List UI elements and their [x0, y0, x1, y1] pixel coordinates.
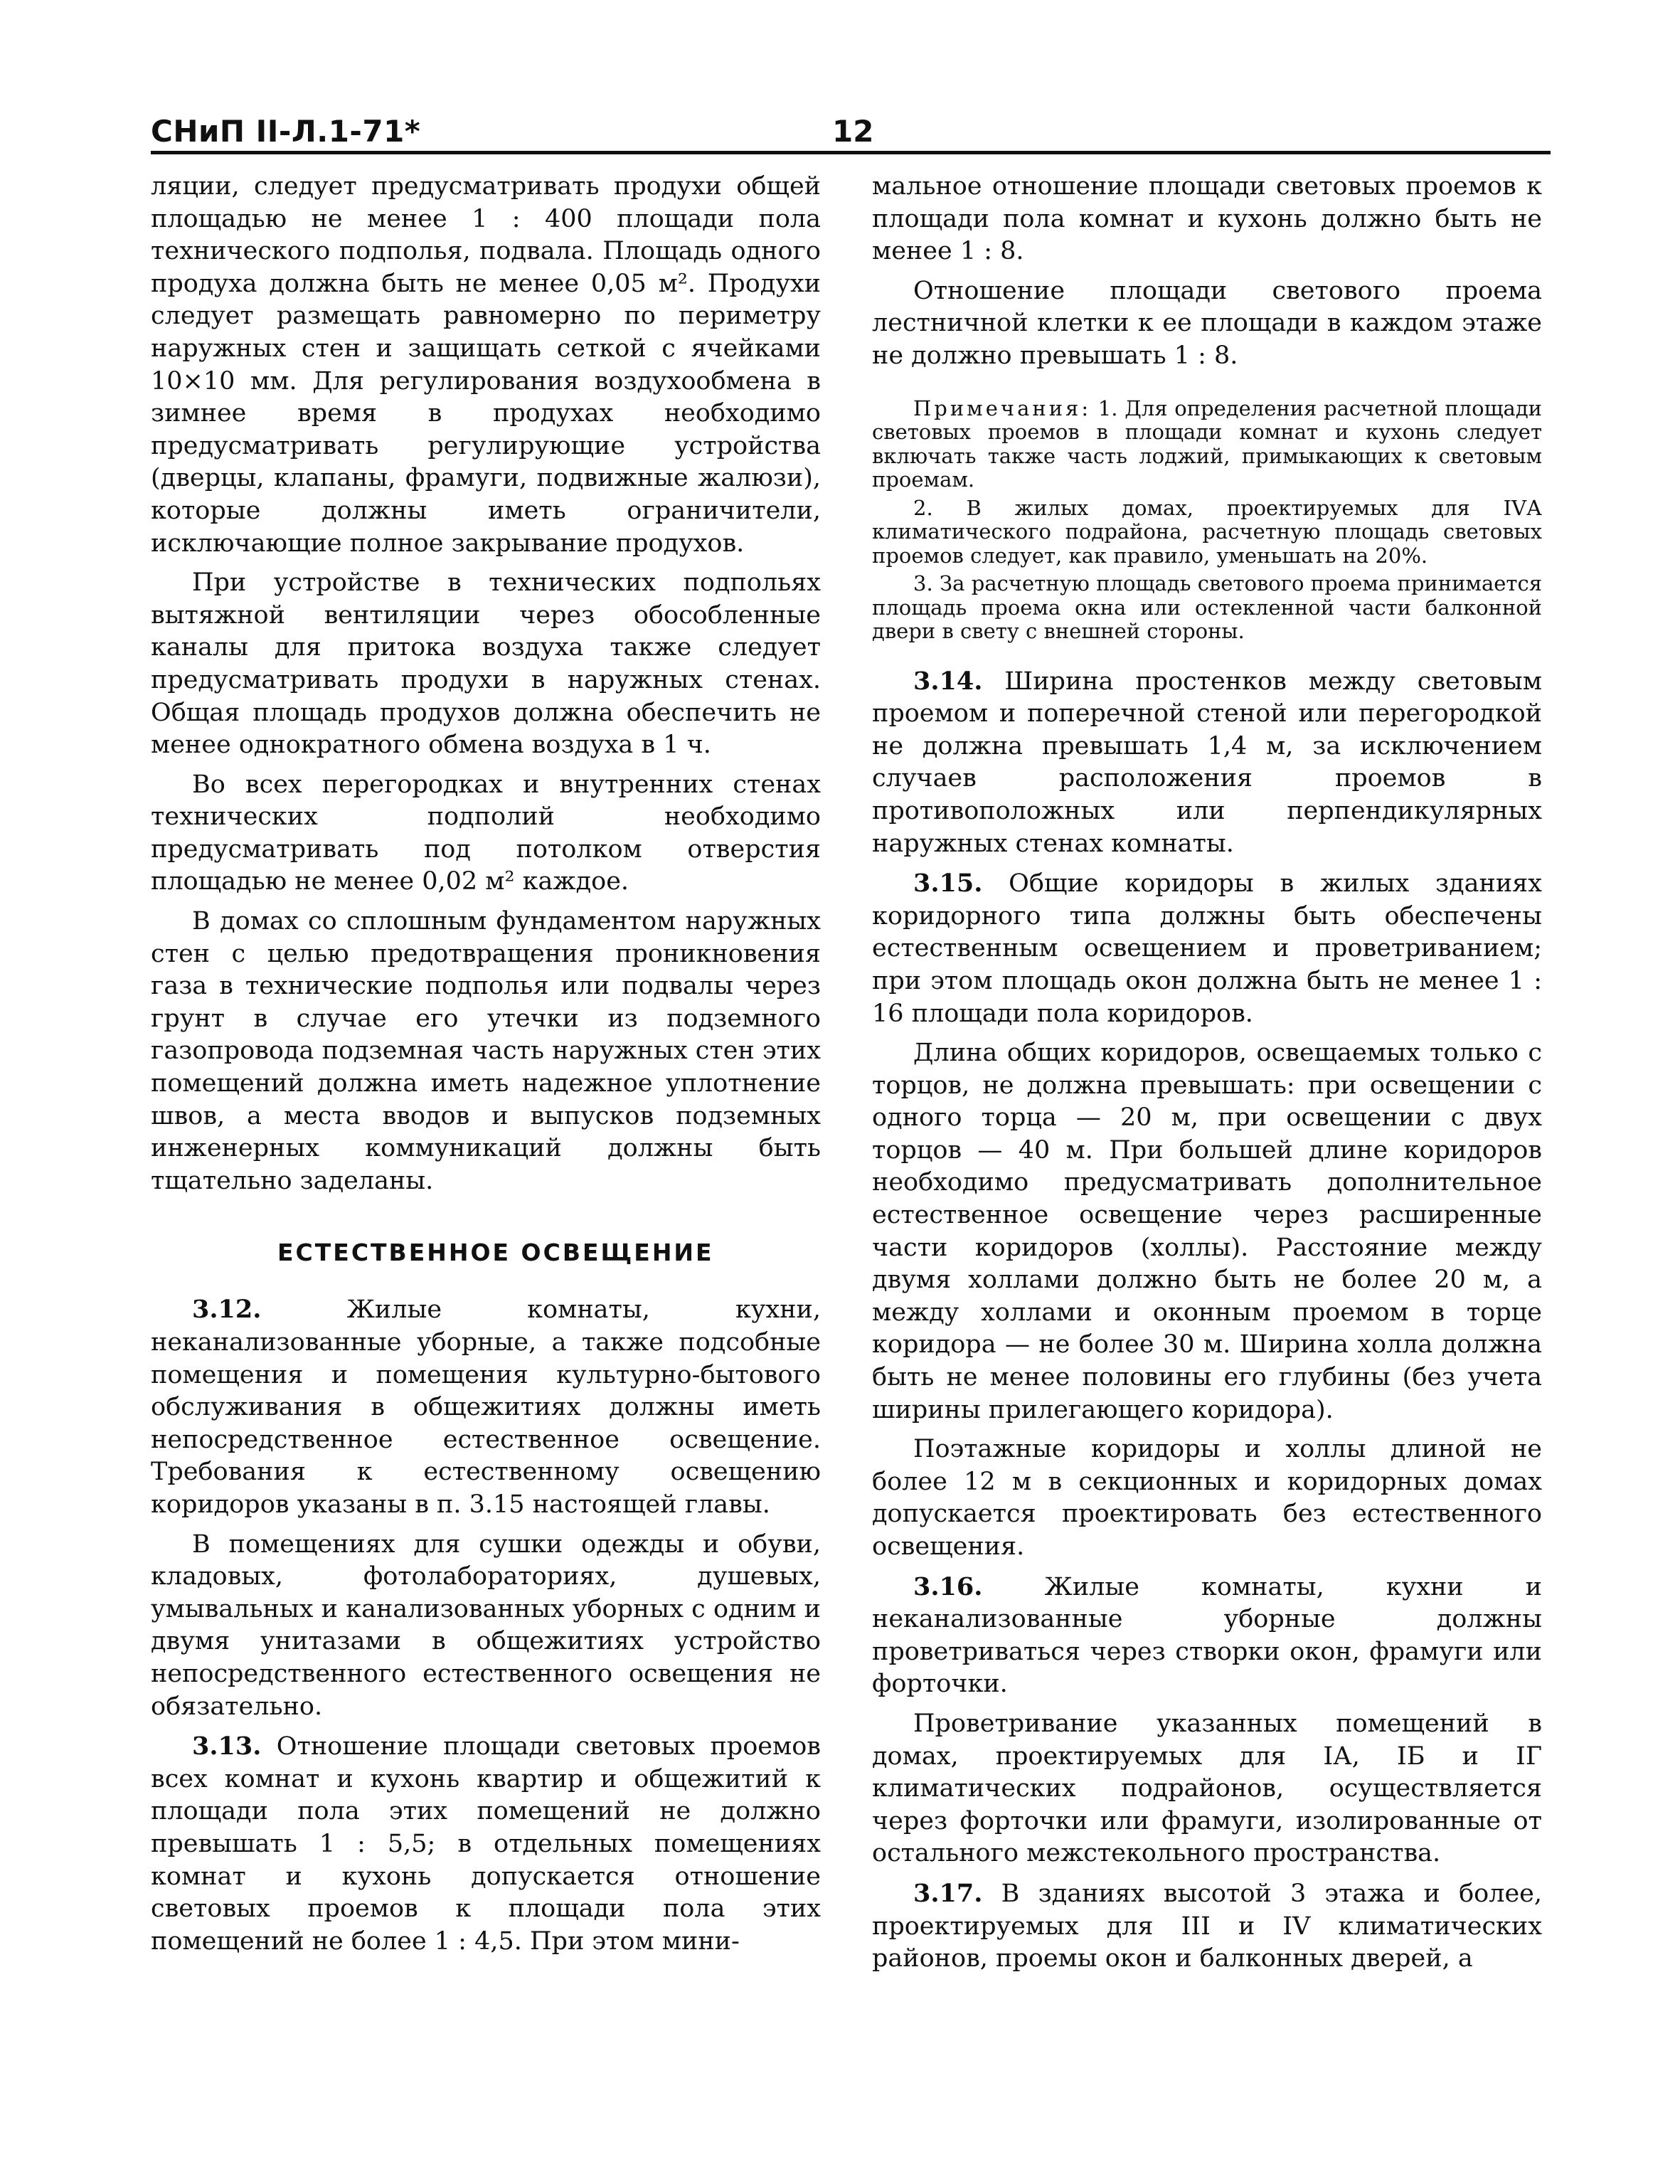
clause-number: 3.15.: [913, 869, 983, 898]
paragraph: Во всех перегородках и внутренних стенах технических подполий необходимо предусматривать под потолком отверстия площадью не менее 0,02 м² каждое.: [151, 770, 821, 896]
paragraph: Длина общих коридоров, освещаемых только с торцов, не должна превышать: при освещении с одного торца — 20 м, при освещении с двух торцов — 40 м. При большей длине коридоров необходимо предусматривать дополнительное естественное освещение через расширенные части коридоров (холлы). Расстояние между двумя холлами должно быть не более 20 м, а между холлами и оконным проемом в торце коридора — не более 30 м. Ширина холла должна быть не менее половины его глубины (без учета ширины прилегающего коридора).: [872, 1039, 1542, 1424]
paragraph: В помещениях для сушки одежды и обуви, кладовых, фотолабораториях, душевых, умывальных и канализованных уборных с одним и двумя унитазами в общежитиях устройство непосредственного естественного освещения не обязательно.: [151, 1530, 821, 1721]
left-column: [151, 171, 821, 1958]
clause-text: Жилые комнаты, кухни, неканализованные уборные, а также подсобные помещения и помещения культурно-бытового обслуживания в общежитиях должны иметь непосредственное естественное освещение. Требования к естественному освещению коридоров указаны в п. 3.15 настоящей главы.: [151, 1295, 821, 1519]
note-3: 3. За расчетную площадь светового проема принимается площадь проема окна или остекленной части балконной двери в свету с внешней стороны.: [872, 571, 1542, 644]
notes-label: Примечания:: [913, 396, 1092, 420]
clause-text: Отношение площади световых проемов всех комнат и кухонь квартир и общежитий к площади пола этих помещений не должно превышать 1 : 5,5; в отдельных помещениях комнат и кухонь допускается отношение световых проемов к площади пола этих помещений не более 1 : 4,5. При этом мини-: [151, 1732, 821, 1956]
clause-number: 3.14.: [913, 666, 983, 696]
clause-3-12: [151, 1293, 821, 1521]
clause-3-17: [872, 1877, 1542, 1976]
document-code: СНиП II-Л.1-71*: [151, 114, 421, 149]
paragraph: мальное отношение площади световых проемов к площади пола комнат и кухонь должно быть не менее 1 : 8.: [872, 172, 1542, 266]
clause-text: Ширина простенков между световым проемом и поперечной стеной или перегородкой не должна превышать 1,4 м, за исключением случаев расположения проемов в противоположных или перпендикулярных наружных стенах комнаты.: [872, 667, 1542, 858]
clause-number: 3.17.: [913, 1878, 983, 1908]
clause-number: 3.12.: [192, 1295, 262, 1325]
clause-text: В зданиях высотой 3 этажа и более, проектируемых для III и IV климатических районов, проемы окон и балконных дверей, а: [872, 1879, 1542, 1973]
paragraph: В домах со сплошным фундаментом наружных стен с целью предотвращения проникновения газа в технические подполья или подвалы через грунт в случае его утечки из подземного газопровода подземная часть наружных стен этих помещений должна иметь надежное уплотнение швов, а места вводов и выпусков подземных инженерных коммуникаций должны быть тщательно заделаны.: [151, 907, 821, 1195]
clause-3-16: [872, 1571, 1542, 1701]
notes-block: [872, 397, 1542, 644]
right-column: [872, 171, 1542, 1976]
clause-number: 3.13.: [192, 1732, 262, 1761]
paragraph: Поэтажные коридоры и холлы длиной не более 12 м в секционных и коридорных домах допускается проектировать без естественного освещения.: [872, 1435, 1542, 1561]
section-heading: ЕСТЕСТВЕННОЕ ОСВЕЩЕНИЕ: [277, 1239, 714, 1267]
paragraph: При устройстве в технических подпольях вытяжной вентиляции через обособленные каналы для притока воздуха также следует предусматривать продухи в наружных стенах. Общая площадь продухов должна обеспечить не менее однократного обмена воздуха в 1 ч.: [151, 568, 821, 760]
page-header: [151, 114, 1551, 151]
paragraph: Проветривание указанных помещений в домах, проектируемых для IА, IБ и IГ климатических подрайонов, осуществляется через форточки или фрамуги, изолированные от остального межстекольного пространства.: [872, 1709, 1542, 1868]
paragraph: ляции, следует предусматривать продухи общей площадью не менее 1 : 400 площади пола технического подполья, подвала. Площадь одного продуха должна быть не менее 0,05 м². Продухи следует размещать равномерно по периметру наружных стен и защищать сеткой с ячейками 10×10 мм. Для регулирования воздухообмена в зимнее время в продухах необходимо предусматривать регулирующие устройства (дверцы, клапаны, фрамуги, подвижные жалюзи), которые должны иметь ограничители, исключающие полное закрывание продухов.: [151, 172, 821, 558]
clause-text: Общие коридоры в жилых зданиях коридорного типа должны быть обеспечены естественным освещением и проветриванием; при этом площадь окон должна быть не менее 1 : 16 площади пола коридоров.: [872, 869, 1542, 1028]
note-2: 2. В жилых домах, проектируемых для IVА климатического подрайона, расчетную площадь световых проемов следует, как правило, уменьшать на 20%.: [872, 495, 1542, 568]
clause-text: Жилые комнаты, кухни и неканализованные уборные должны проветриваться через створки окон, фрамуги или форточки.: [872, 1572, 1542, 1699]
clause-number: 3.16.: [913, 1571, 983, 1601]
clause-3-14: [872, 665, 1542, 861]
clause-3-13: [151, 1730, 821, 1958]
note-text: 1. Для определения расчетной площади световых проемов в площади комнат и кухонь следует включать также часть лоджий, примыкающих к световым проемам.: [872, 396, 1542, 492]
header-rule: [151, 151, 1551, 154]
clause-3-15: [872, 867, 1542, 1030]
page-number: 12: [832, 114, 874, 149]
note-1: [872, 397, 1542, 492]
paragraph: Отношение площади светового проема лестничной клетки к ее площади в каждом этаже не должно превышать 1 : 8.: [872, 276, 1542, 370]
